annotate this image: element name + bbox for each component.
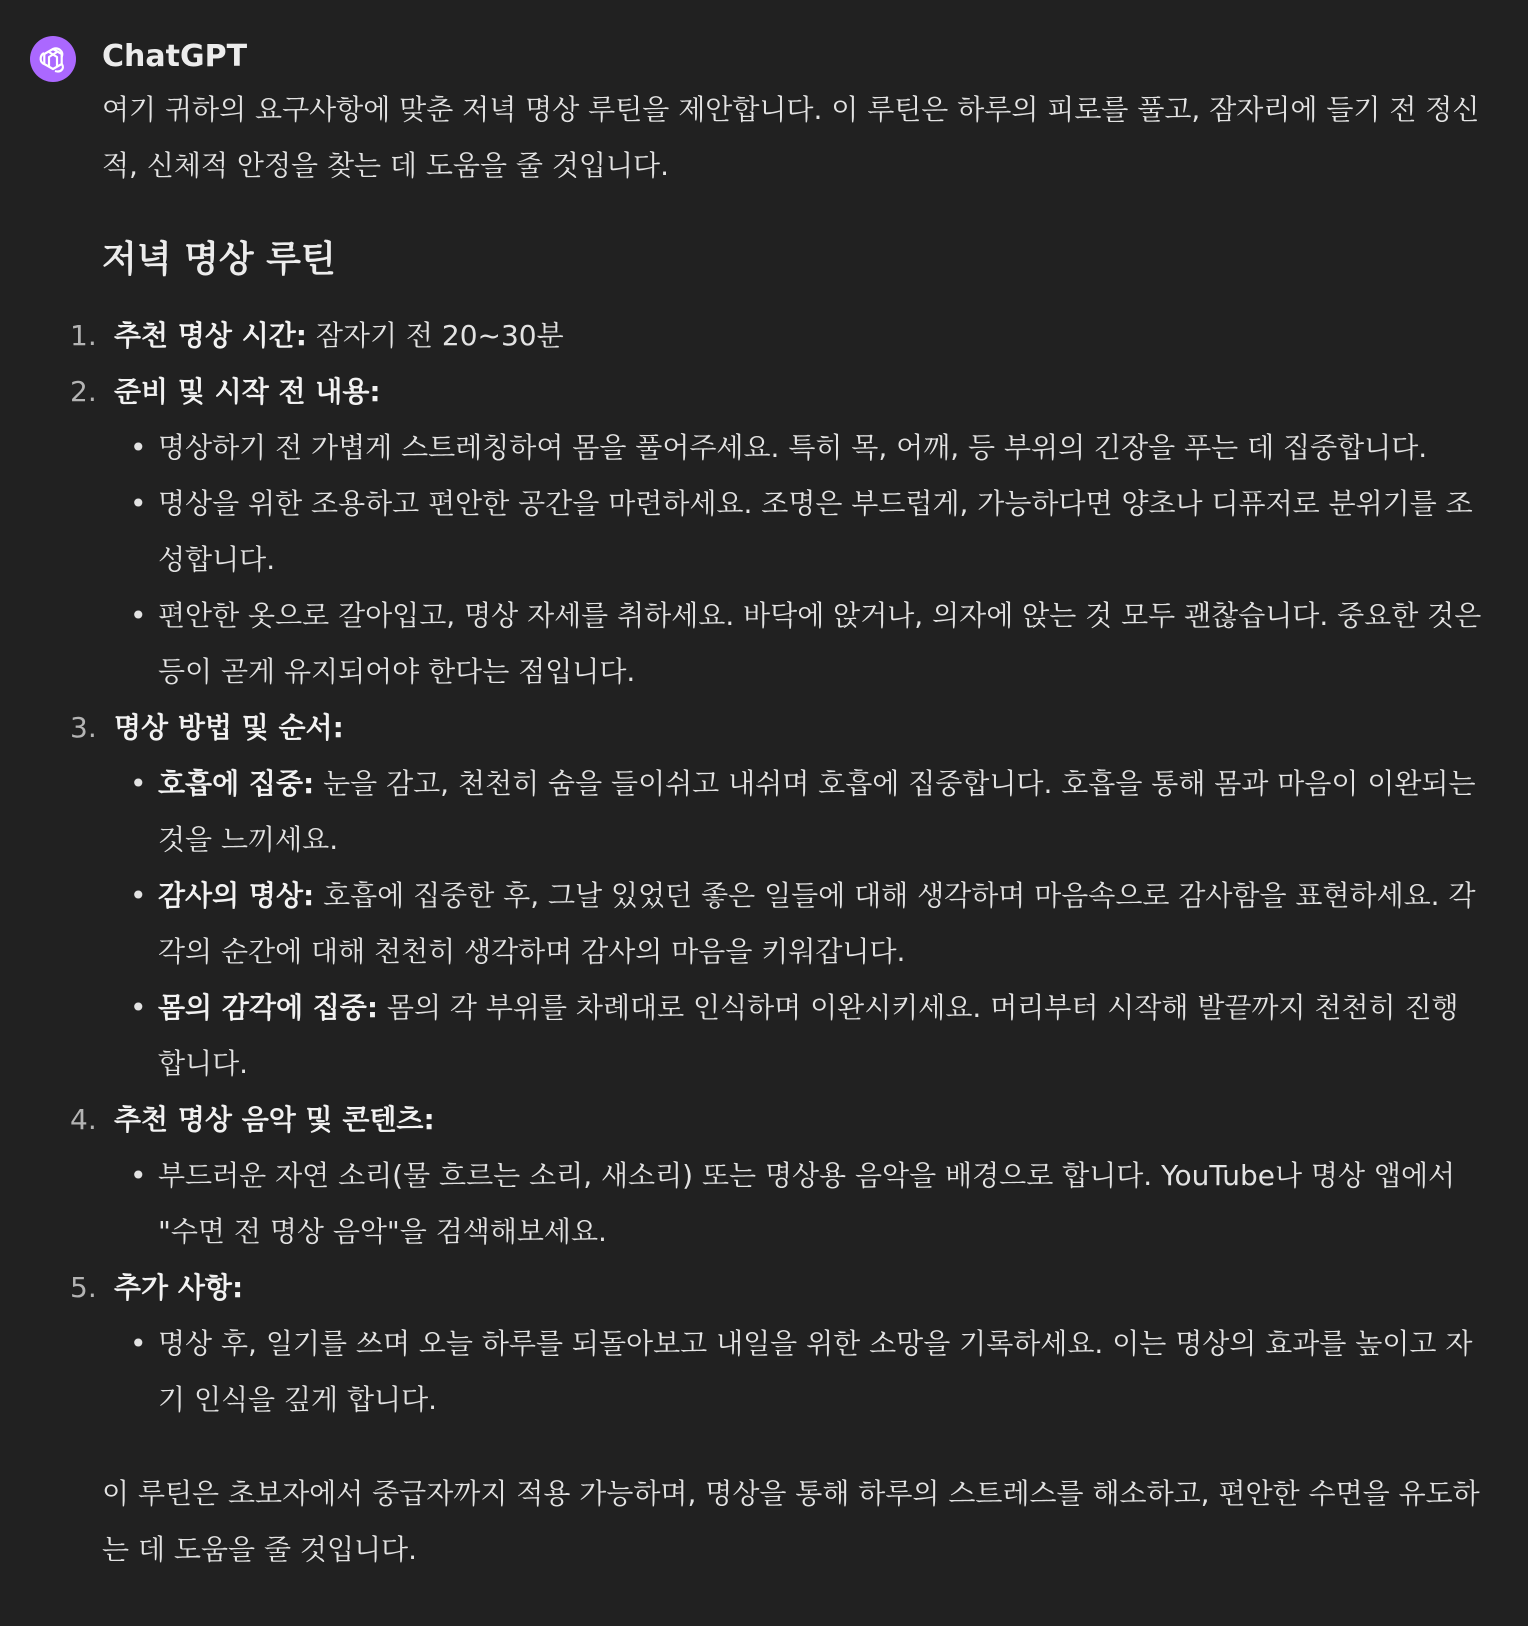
- step-number: 1.: [70, 319, 97, 352]
- step-bullet-list: [114, 1316, 1482, 1428]
- step-number: 2.: [70, 375, 97, 408]
- step-number: 5.: [70, 1271, 97, 1304]
- step-number: 3.: [70, 711, 97, 744]
- bullet-title: 몸의 감각에 집중:: [158, 991, 379, 1024]
- bullet-text: 명상 후, 일기를 쓰며 오늘 하루를 되돌아보고 내일을 위한 소망을 기록하세요. 이는 명상의 효과를 높이고 자기 인식을 깊게 합니다.: [158, 1327, 1473, 1416]
- step-item: [70, 364, 1482, 700]
- step-bullet-list: [114, 420, 1482, 700]
- bullet-text: 부드러운 자연 소리(물 흐르는 소리, 새소리) 또는 명상용 음악을 배경으로 합니다. YouTube나 명상 앱에서 "수면 전 명상 음악"을 검색해보세요.: [158, 1159, 1456, 1248]
- bullet-marker: •: [130, 1159, 147, 1192]
- step-item: [70, 1092, 1482, 1260]
- message-author: ChatGPT: [102, 39, 248, 74]
- bullet-marker: •: [130, 487, 147, 520]
- chatgpt-avatar: [30, 36, 76, 82]
- bullet-text: 몸의 각 부위를 차례대로 인식하며 이완시키세요. 머리부터 시작해 발끝까지 천천히 진행합니다.: [158, 991, 1459, 1080]
- bullet-item: [114, 1316, 1482, 1428]
- step-title: 추가 사항:: [114, 1271, 244, 1304]
- bullet-item: [114, 1148, 1482, 1260]
- bullet-text: 명상하기 전 가볍게 스트레칭하여 몸을 풀어주세요. 특히 목, 어깨, 등 부위의 긴장을 푸는 데 집중합니다.: [158, 431, 1428, 464]
- bullet-item: [114, 420, 1482, 476]
- intro-paragraph: 여기 귀하의 요구사항에 맞춘 저녁 명상 루틴을 제안합니다. 이 루틴은 하루의 피로를 풀고, 잠자리에 들기 전 정신적, 신체적 안정을 찾는 데 도움을 줄 것입니다.: [102, 93, 1480, 182]
- bullet-item: [114, 980, 1482, 1092]
- steps-list: [70, 308, 1482, 1428]
- message-content: [70, 82, 1482, 1578]
- step-title: 추천 명상 시간:: [114, 319, 307, 352]
- bullet-item: [114, 756, 1482, 868]
- bullet-item: [114, 868, 1482, 980]
- section-heading: 저녁 명상 루틴: [102, 239, 336, 280]
- step-title: 추천 명상 음악 및 콘텐츠:: [114, 1103, 435, 1136]
- bullet-marker: •: [130, 1327, 147, 1360]
- bullet-marker: •: [130, 879, 147, 912]
- bullet-text: 호흡에 집중한 후, 그날 있었던 좋은 일들에 대해 생각하며 마음속으로 감사함을 표현하세요. 각각의 순간에 대해 천천히 생각하며 감사의 마음을 키워갑니다.: [158, 879, 1476, 968]
- step-item: [70, 1260, 1482, 1428]
- bullet-item: [114, 588, 1482, 700]
- step-item: [70, 308, 1482, 364]
- bullet-text: 명상을 위한 조용하고 편안한 공간을 마련하세요. 조명은 부드럽게, 가능하다면 양초나 디퓨저로 분위기를 조성합니다.: [158, 487, 1473, 576]
- bullet-title: 감사의 명상:: [158, 879, 315, 912]
- step-bullet-list: [114, 756, 1482, 1092]
- step-bullet-list: [114, 1148, 1482, 1260]
- bullet-item: [114, 476, 1482, 588]
- step-text: 잠자기 전 20~30분: [306, 319, 564, 352]
- bullet-marker: •: [130, 991, 147, 1024]
- step-number: 4.: [70, 1103, 97, 1136]
- openai-logo-icon: [37, 43, 69, 75]
- closing-paragraph: 이 루틴은 초보자에서 중급자까지 적용 가능하며, 명상을 통해 하루의 스트레스를 해소하고, 편안한 수면을 유도하는 데 도움을 줄 것입니다.: [102, 1477, 1480, 1566]
- bullet-marker: •: [130, 767, 147, 800]
- bullet-text: 눈을 감고, 천천히 숨을 들이쉬고 내쉬며 호흡에 집중합니다. 호흡을 통해 몸과 마음이 이완되는 것을 느끼세요.: [158, 767, 1476, 856]
- bullet-marker: •: [130, 599, 147, 632]
- step-title: 준비 및 시작 전 내용:: [114, 375, 381, 408]
- step-item: [70, 700, 1482, 1092]
- bullet-marker: •: [130, 431, 147, 464]
- bullet-text: 편안한 옷으로 갈아입고, 명상 자세를 취하세요. 바닥에 앉거나, 의자에 앉는 것 모두 괜찮습니다. 중요한 것은 등이 곧게 유지되어야 한다는 점입니다.: [158, 599, 1482, 688]
- step-title: 명상 방법 및 순서:: [114, 711, 344, 744]
- bullet-title: 호흡에 집중:: [158, 767, 315, 800]
